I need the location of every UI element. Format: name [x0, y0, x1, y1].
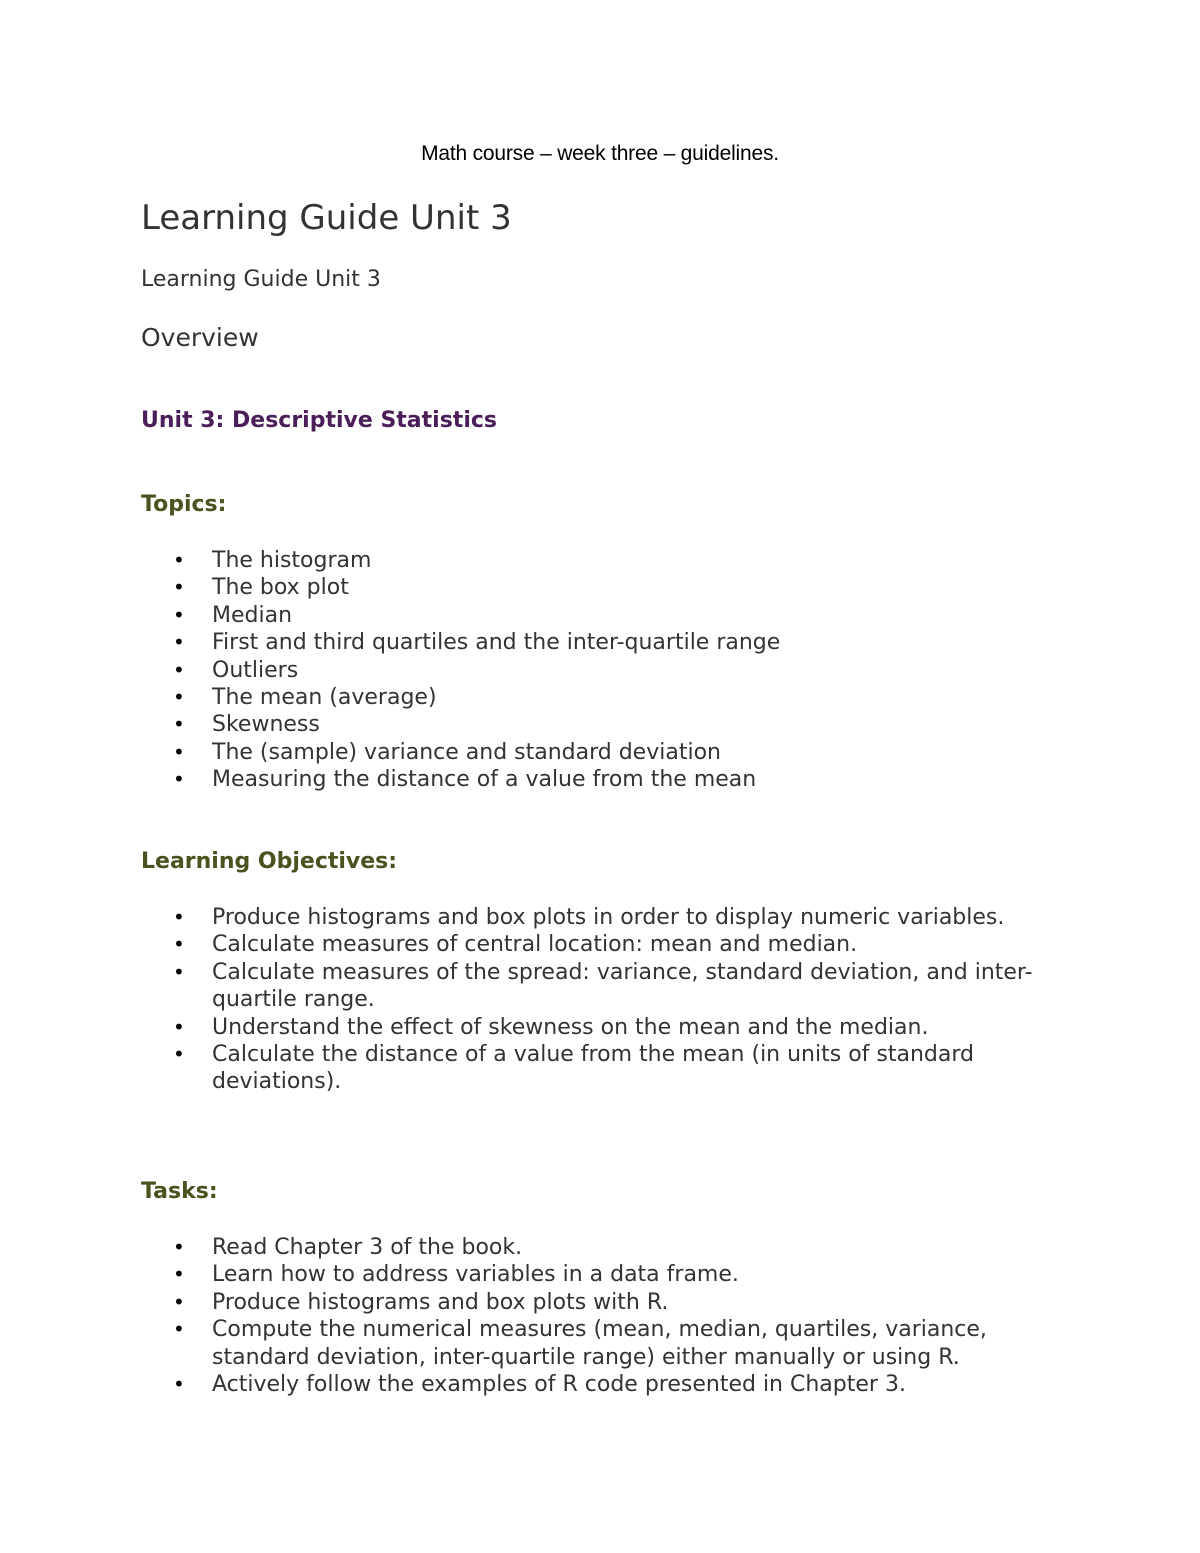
list-item-text: Measuring the distance of a value from the mean	[212, 767, 757, 793]
tasks-list	[141, 1234, 1061, 1398]
list-item	[141, 1041, 1061, 1096]
list-item-text: Understand the effect of skewness on the mean and the median.	[212, 1014, 929, 1040]
list-item	[141, 657, 1061, 684]
list-item-text: Calculate measures of central location: mean and median.	[212, 932, 858, 958]
bullet-icon: •	[173, 905, 185, 929]
list-item	[141, 766, 1061, 793]
list-item-text: Read Chapter 3 of the book.	[212, 1235, 523, 1260]
bullet-icon: •	[173, 685, 185, 710]
list-item	[141, 602, 1061, 629]
bullet-icon: •	[173, 959, 185, 984]
list-item	[141, 931, 1061, 958]
list-item-text: First and third quartiles and the inter-quartile range	[212, 630, 781, 656]
list-item-text: Produce histograms and box plots with R.	[212, 1289, 669, 1315]
list-item-text: Calculate measures of the spread: variance, standard deviation, and inter-quartile range.	[212, 959, 1033, 1013]
bullet-icon: •	[173, 548, 185, 572]
bullet-icon: •	[173, 1262, 185, 1287]
list-item-text: Actively follow the examples of R code presented in Chapter 3.	[212, 1372, 906, 1398]
bullet-icon: •	[173, 1014, 185, 1039]
list-item	[141, 1289, 1061, 1316]
bullet-icon: •	[173, 630, 185, 655]
topics-heading: Topics:	[141, 492, 227, 517]
list-item	[141, 711, 1061, 738]
list-item	[141, 1371, 1061, 1398]
list-item	[141, 959, 1061, 1014]
list-item-text: The mean (average)	[212, 685, 437, 711]
list-item	[141, 574, 1061, 601]
bullet-icon: •	[173, 1235, 185, 1259]
bullet-icon: •	[173, 1372, 185, 1397]
page-title: Learning Guide Unit 3	[141, 198, 512, 238]
list-item	[141, 1261, 1061, 1288]
tasks-heading: Tasks:	[141, 1179, 218, 1204]
bullet-icon: •	[173, 1042, 185, 1067]
document-header: Math course – week three – guidelines.	[421, 142, 779, 165]
list-item	[141, 547, 1061, 574]
bullet-icon: •	[173, 1289, 185, 1314]
list-item	[141, 684, 1061, 711]
list-item-text: Median	[212, 602, 293, 628]
topics-list	[141, 547, 1061, 794]
bullet-icon: •	[173, 657, 185, 682]
unit-heading: Unit 3: Descriptive Statistics	[141, 408, 497, 433]
overview-heading: Overview	[141, 323, 259, 352]
bullet-icon: •	[173, 1317, 185, 1342]
list-item-text: Compute the numerical measures (mean, median, quartiles, variance, standard deviation, inter-quartile range) either manually or using R.	[212, 1317, 987, 1370]
list-item-text: Calculate the distance of a value from the mean (in units of standard deviations).	[212, 1042, 974, 1095]
bullet-icon: •	[173, 767, 185, 792]
page-subtitle: Learning Guide Unit 3	[141, 267, 381, 292]
list-item	[141, 904, 1061, 931]
objectives-heading: Learning Objectives:	[141, 849, 398, 874]
bullet-icon: •	[173, 739, 185, 764]
list-item	[141, 1234, 1061, 1261]
list-item-text: Skewness	[212, 712, 320, 738]
list-item-text: Outliers	[212, 657, 299, 683]
list-item	[141, 1316, 1061, 1371]
list-item-text: Produce histograms and box plots in order to display numeric variables.	[212, 905, 1005, 930]
list-item	[141, 629, 1061, 656]
list-item-text: The histogram	[212, 548, 372, 573]
list-item-text: The box plot	[212, 575, 349, 601]
objectives-list	[141, 904, 1061, 1096]
bullet-icon: •	[173, 575, 185, 600]
list-item	[141, 1014, 1061, 1041]
list-item	[141, 739, 1061, 766]
bullet-icon: •	[173, 932, 185, 957]
bullet-icon: •	[173, 602, 185, 627]
list-item-text: The (sample) variance and standard deviation	[212, 739, 721, 765]
list-item-text: Learn how to address variables in a data frame.	[212, 1262, 739, 1288]
bullet-icon: •	[173, 712, 185, 737]
